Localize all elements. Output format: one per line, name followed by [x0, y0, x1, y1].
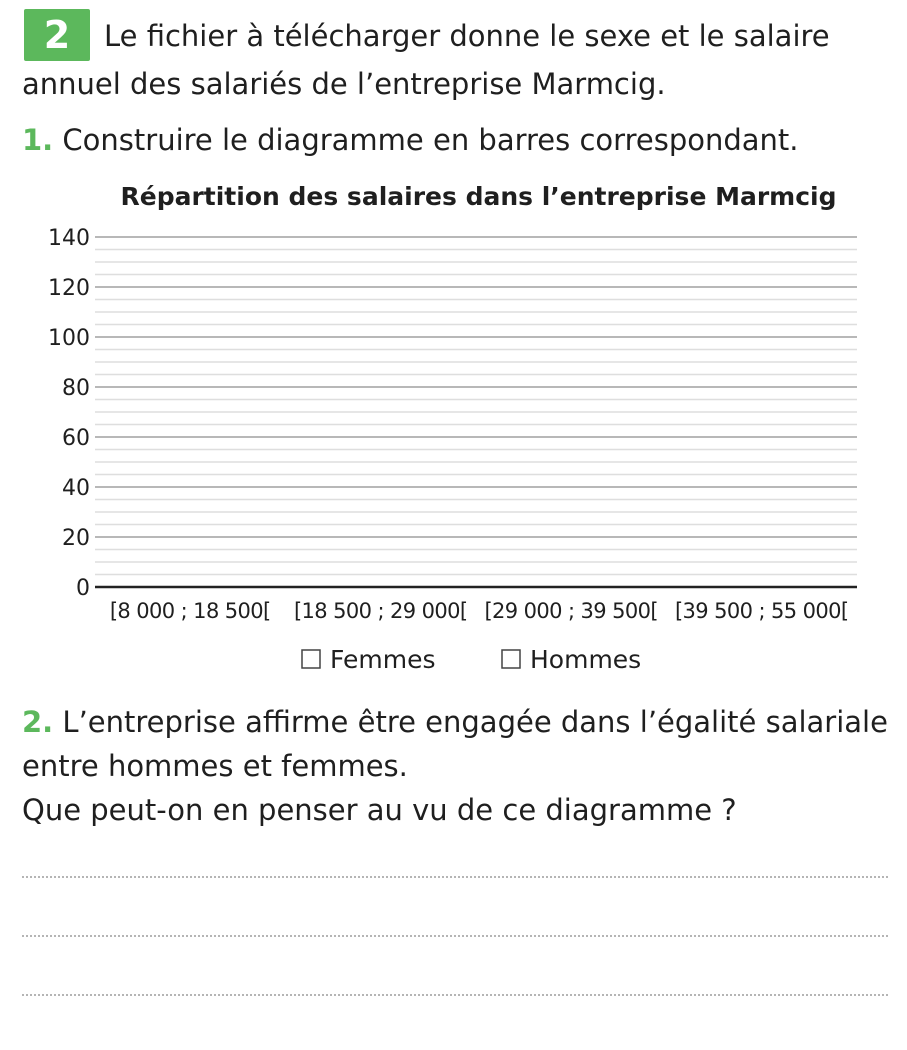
y-tick-label: 20 — [62, 526, 90, 551]
question-1-number: 1. — [22, 123, 54, 157]
y-tick-label: 40 — [62, 476, 90, 501]
exercise-number-badge: 2 — [24, 9, 90, 61]
x-category-label: [39 500 ; 55 000[ — [674, 599, 849, 623]
legend-label: Femmes — [330, 645, 436, 674]
y-tick-label: 140 — [48, 226, 90, 251]
exercise-intro-line2: annuel des salariés de l’entreprise Marmcig. — [22, 67, 666, 101]
legend-swatch — [302, 650, 320, 668]
exercise-intro-line1: Le fichier à télécharger donne le sexe et le salaire — [104, 19, 830, 53]
question-2-line1 — [22, 702, 888, 742]
answer-line-2[interactable] — [22, 935, 888, 937]
chart-title: Répartition des salaires dans l’entreprise Marmcig — [120, 182, 837, 211]
question-1 — [22, 120, 799, 160]
x-category-label: [29 000 ; 39 500[ — [484, 599, 659, 623]
question-2-number: 2. — [22, 705, 54, 739]
y-tick-label: 80 — [62, 376, 90, 401]
bar-chart — [0, 220, 907, 690]
answer-line-3[interactable] — [22, 994, 888, 996]
y-tick-label: 100 — [48, 326, 90, 351]
y-tick-label: 60 — [62, 426, 90, 451]
question-2-line2: entre hommes et femmes. — [22, 749, 408, 783]
x-category-label: [8 000 ; 18 500[ — [109, 599, 271, 623]
legend-swatch — [502, 650, 520, 668]
y-tick-label: 120 — [48, 276, 90, 301]
answer-line-1[interactable] — [22, 876, 888, 878]
question-2-line3: Que peut-on en penser au vu de ce diagramme ? — [22, 793, 737, 827]
x-category-label: [18 500 ; 29 000[ — [293, 599, 468, 623]
y-tick-label: 0 — [76, 576, 90, 601]
legend-label: Hommes — [530, 645, 642, 674]
question-1-text: Construire le diagramme en barres correspondant. — [62, 123, 799, 157]
question-2-text: L’entreprise affirme être engagée dans l’égalité salariale — [62, 705, 888, 739]
